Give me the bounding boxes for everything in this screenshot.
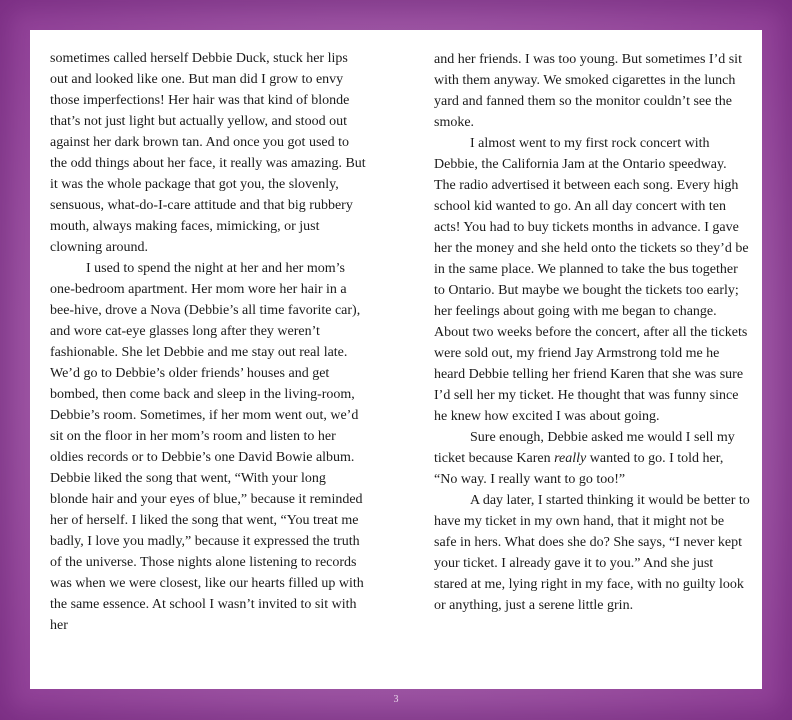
italic-text: really — [554, 451, 587, 466]
text-segment: I almost went to my first rock concert with Debbie, the California Jam at the Ontario speedway. The radio advertised it between each song. Every high school kid wanted to go. An all day concert with ten acts! You had to buy tickets months in advance. I gave her the money and she held onto the tickets so they’d be in the same place. We planned to take the bus together to Ontario. But maybe we bought the tickets too early; her feelings about going with me began to change. About two weeks before the concert, after all the tickets were sold out, my friend Jay Armstrong told me he heard Debbie telling her friend Karen that she was sure I’d sell her my ticket. He thought that was funny since he knew how excited I was about going. — [434, 136, 749, 424]
paragraph — [434, 133, 750, 427]
page-number: 3 — [393, 694, 399, 705]
paragraph — [50, 48, 366, 258]
book-page — [30, 30, 762, 689]
paragraph — [434, 49, 750, 133]
paragraph — [434, 427, 750, 490]
right-column — [434, 49, 750, 616]
text-segment: sometimes called herself Debbie Duck, stuck her lips out and looked like one. But man did I grow to envy those imperfections! Her hair was that kind of blonde that’s not just light but actually yellow, and stood out against her dark brown tan. And once you got used to the odd things about her face, it really was amazing. But it was the whole package that got you, the slovenly, sensuous, what-do-I-care attitude and that big rubbery mouth, always making faces, mimicking, or just clowning around. — [50, 51, 366, 255]
paragraph — [434, 490, 750, 616]
paragraph — [50, 258, 366, 636]
text-segment: wanted to go. I told her, “No way. I really want to go too!” — [434, 451, 724, 487]
text-segment: and her friends. I was too young. But sometimes I’d sit with them anyway. We smoked cigarettes in the lunch yard and fanned them so the monitor couldn’t see the smoke. — [434, 52, 742, 130]
text-segment: I used to spend the night at her and her mom’s one-bedroom apartment. Her mom wore her hair in a bee-hive, drove a Nova (Debbie’s all time favorite car), and wore cat-eye glasses long after they weren’t fashionable. She let Debbie and me stay out real late. We’d go to Debbie’s older friends’ houses and get bombed, then come back and sleep in the living-room, Debbie’s room. Sometimes, if her mom went out, we’d sit on the floor in her mom’s room and listen to her oldies records or to Debbie’s one David Bowie album. Debbie liked the song that went, “With your long blonde hair and your eyes of blue,” because it reminded her of herself. I liked the song that went, “You treat me badly, I love you madly,” because it expressed the truth of the universe. Those nights alone listening to records was when we were closest, like our hearts filled up with the same essence. At school I wasn’t invited to sit with her — [50, 261, 364, 633]
text-segment: Sure enough, Debbie asked me would I sell my ticket because Karen — [434, 430, 735, 466]
left-column — [50, 48, 366, 636]
text-segment: A day later, I started thinking it would be better to have my ticket in my own hand, that it might not be safe in hers. What does she do? She says, “I never kept your ticket. I already gave it to you.” And she just stared at me, lying right in my face, with no guilty look or anything, just a serene little grin. — [434, 493, 750, 613]
